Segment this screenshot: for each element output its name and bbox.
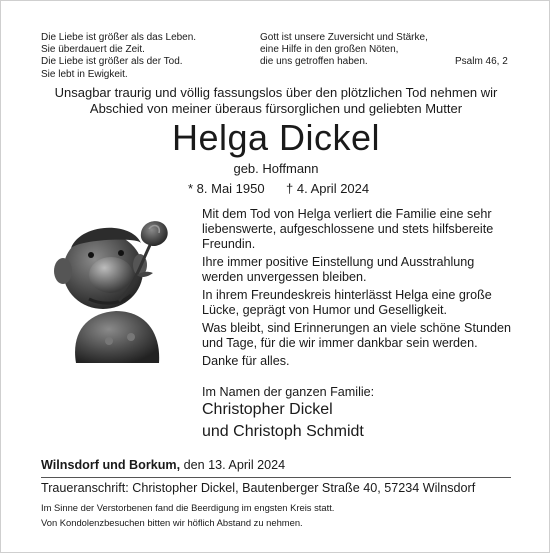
verse-right: [260, 32, 428, 69]
verse-line: Sie lebt in Ewigkeit.: [41, 68, 128, 80]
death-date: † 4. April 2024: [286, 181, 370, 196]
family-intro: Im Namen der ganzen Familie:: [202, 385, 375, 399]
birth-date: * 8. Mai 1950: [188, 181, 265, 196]
deceased-name: Helga Dickel: [171, 117, 381, 158]
verse-line: Die Liebe ist größer als der Tod.: [41, 56, 183, 68]
tribute-text: [202, 207, 514, 372]
intro-line: Abschied von meiner überaus fürsorglichen und geliebten Mutter: [89, 100, 463, 116]
tribute-paragraph: In ihrem Freundeskreis hinterlässt Helga eine große Lücke, geprägt von Humor und Geselligkeit.: [202, 288, 492, 317]
verse-line: die uns getroffen haben.: [260, 56, 368, 68]
tribute-paragraph: Ihre immer positive Einstellung und Ausstrahlung werden unvergessen bleiben.: [202, 255, 475, 284]
verse-line: eine Hilfe in den großen Nöten,: [260, 44, 399, 56]
verse-source: Psalm 46, 2: [455, 56, 508, 67]
intro-text: [41, 85, 511, 116]
signer-name: und Christoph Schmidt: [202, 423, 364, 440]
mourning-address: Traueranschrift: Christopher Dickel, Bautenberger Straße 40, 57234 Wilnsdorf: [41, 481, 476, 495]
maiden-name: geb. Hoffmann: [233, 161, 319, 176]
place-date-line: [41, 458, 285, 472]
intro-line: Unsagbar traurig und völlig fassungslos über den plötzlichen Tod nehmen wir: [54, 85, 498, 100]
date: den 13. April 2024: [183, 458, 286, 472]
verse-line: Die Liebe ist größer als das Leben.: [41, 32, 197, 43]
verse-line: Gott ist unsere Zuversicht und Stärke,: [260, 32, 428, 43]
tribute-paragraph: Was bleibt, sind Erinnerungen an viele schöne Stunden und Tage, für die wir immer dankbar sein werden.: [202, 321, 511, 350]
place: Wilnsdorf und Borkum,: [41, 458, 181, 472]
verse-left: [41, 32, 196, 81]
signer-name: Christopher Dickel: [202, 401, 333, 418]
tribute-paragraph: Mit dem Tod von Helga verliert die Familie eine sehr liebenswerte, aufgeschlossene und stets hilfsbereite Freundin.: [202, 207, 494, 251]
condolence-note: Von Kondolenzbesuchen bitten wir höflich Abstand zu nehmen.: [41, 517, 303, 528]
verse-line: Sie überdauert die Zeit.: [41, 44, 145, 56]
divider: [41, 477, 511, 478]
tribute-paragraph: Danke für alles.: [202, 354, 290, 368]
funeral-note: Im Sinne der Verstorbenen fand die Beerdigung im engsten Kreis statt.: [41, 502, 335, 513]
bronze-figure-with-rose-image: [41, 213, 191, 363]
